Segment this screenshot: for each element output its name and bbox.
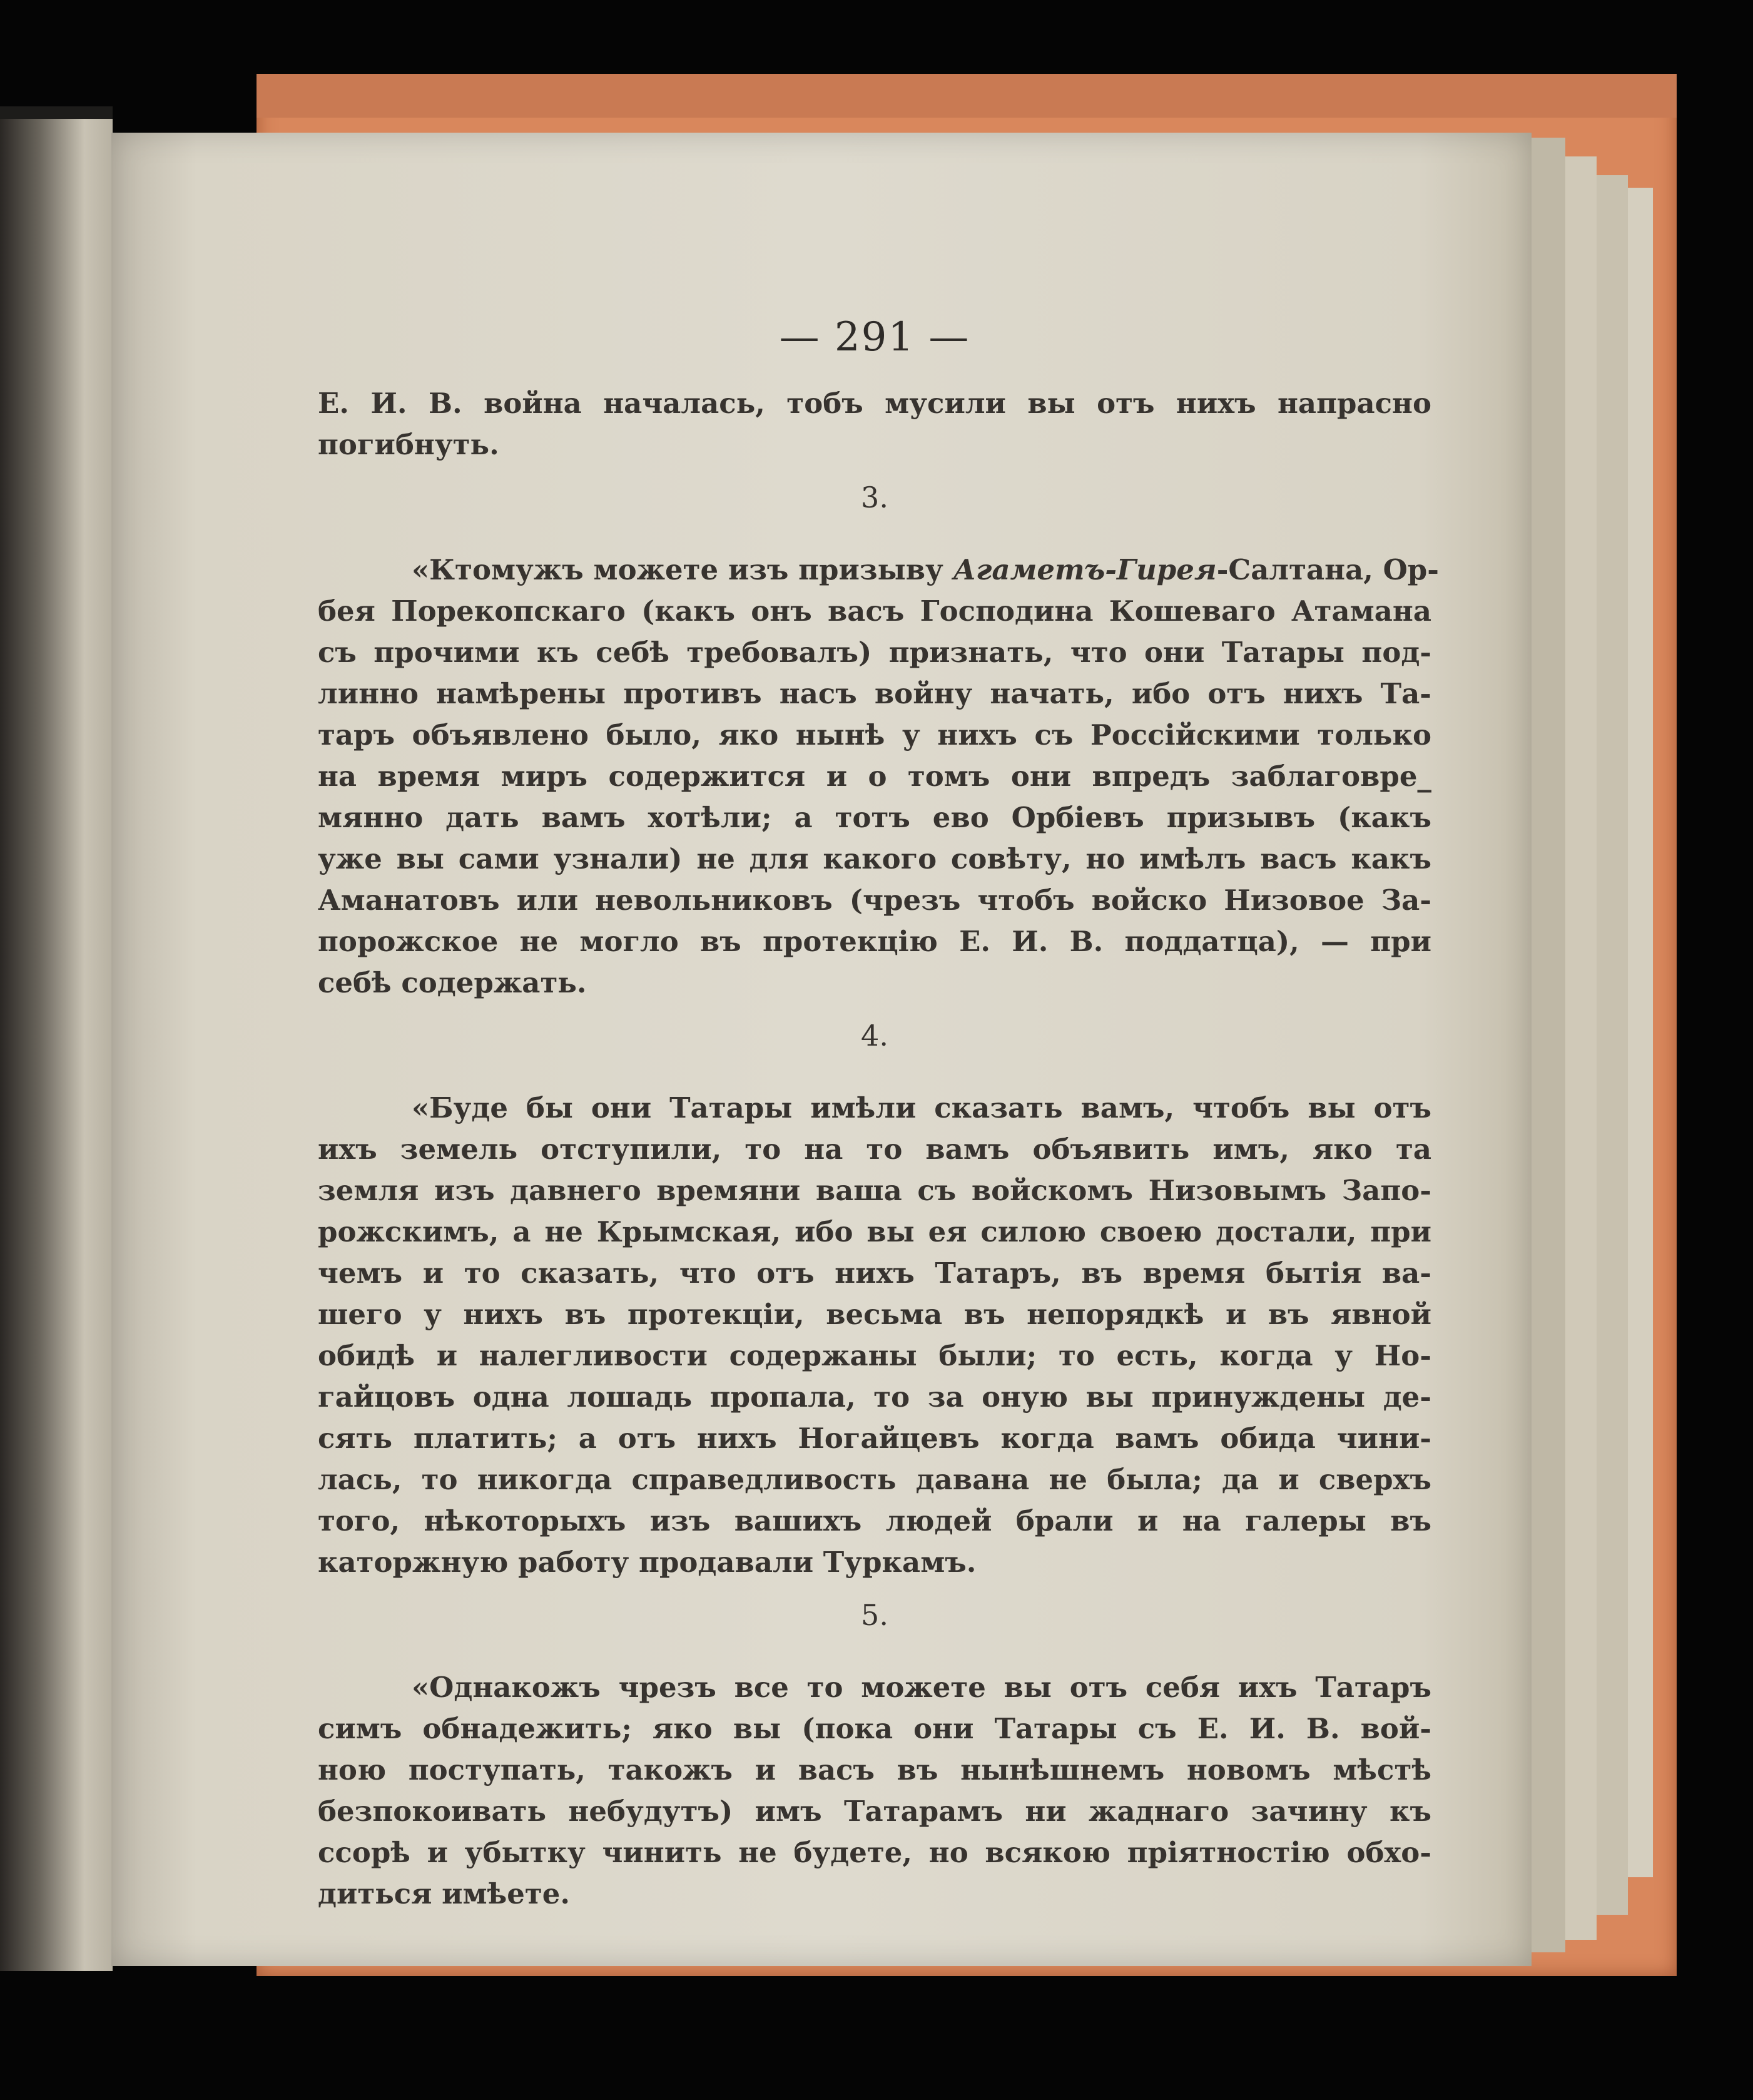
- text-line: уже вы сами узнали) не для какого совѣту, но имѣлъ васъ какъ: [318, 842, 1431, 875]
- section-number: 3.: [861, 481, 888, 514]
- text-line: «Однакожъ чрезъ все то можете вы отъ себя ихъ Татаръ: [412, 1671, 1431, 1704]
- intro-paragraph: [318, 383, 1431, 466]
- italic-name: Агаметъ-Гирея: [953, 553, 1217, 586]
- text-line: линно намѣрены противъ насъ войну начать, ибо отъ нихъ Та-: [318, 677, 1431, 710]
- book-page: [111, 133, 1532, 1966]
- text-line: шего у нихъ въ протекціи, весьма въ непорядкѣ и въ явной: [318, 1298, 1431, 1331]
- text-line: порожское не могло въ протекцію Е. И. В. поддатца), — при: [318, 925, 1431, 958]
- text-line: погибнуть.: [318, 428, 499, 461]
- text-line: таръ объявлено было, яко нынѣ у нихъ съ Россійскими только: [318, 718, 1431, 752]
- text-line: ною поступать, такожъ и васъ въ нынѣшнемъ новомъ мѣстѣ: [318, 1753, 1431, 1787]
- text-line: себѣ содержать.: [318, 966, 587, 999]
- text-line: симъ обнадежить; яко вы (пока они Татары съ Е. И. В. вой-: [318, 1712, 1431, 1745]
- text-line: ссорѣ и убытку чинить не будете, но всякою пріятностію обхо-: [318, 1836, 1431, 1869]
- text-line: рожскимъ, а не Крымская, ибо вы ея силою своею достали, при: [318, 1215, 1431, 1248]
- text-line: на время миръ содержится и о томъ они впредъ заблаговре_: [318, 760, 1431, 793]
- left-facing-page: [0, 119, 113, 1971]
- text-line: земля изъ давнего времяни ваша съ войскомъ Низовымъ Запо-: [318, 1174, 1431, 1207]
- text-line: сять платить; а отъ нихъ Ногайцевъ когда вамъ обида чини-: [318, 1422, 1431, 1455]
- page-edge: [1527, 138, 1565, 1952]
- text-line: ихъ земель отступили, то на то вамъ объявить имъ, яко та: [318, 1133, 1431, 1166]
- text-line: чемъ и то сказать, что отъ нихъ Татаръ, въ время бытія ва-: [318, 1256, 1431, 1290]
- back-cover-top-edge: [257, 74, 1677, 118]
- text-line: безпокоивать небудутъ) имъ Татарамъ ни жаднаго зачину къ: [318, 1795, 1431, 1828]
- text-line: того, нѣкоторыхъ изъ вашихъ людей брали и на галеры въ: [318, 1504, 1431, 1537]
- text-line: бея Порекопскаго (какъ онъ васъ Господина Кошеваго Атамана: [318, 594, 1431, 628]
- page-number: — 291 —: [779, 314, 970, 360]
- text-line: [318, 549, 1439, 591]
- text-line: мянно дать вамъ хотѣли; а тотъ ево Орбіевъ призывъ (какъ: [318, 801, 1431, 834]
- text-fragment: «Ктомужъ можете изъ призыву: [412, 553, 953, 586]
- page-text: [318, 383, 1439, 1926]
- text-line: Е. И. В. война началась, тобъ мусили вы отъ нихъ напрасно: [318, 387, 1431, 420]
- section-number: 4.: [861, 1019, 888, 1053]
- text-line: лась, то никогда справедливость давана не была; да и сверхъ: [318, 1463, 1431, 1496]
- text-line: съ прочими къ себѣ требовалъ) признать, что они Татары под-: [318, 636, 1431, 669]
- text-line: Аманатовъ или невольниковъ (чрезъ чтобъ войско Низовое За-: [318, 884, 1431, 917]
- text-line: диться имѣете.: [318, 1877, 571, 1910]
- section-number: 5.: [861, 1598, 888, 1632]
- section-paragraph: [318, 1088, 1431, 1583]
- text-line: каторжную работу продавали Туркамъ.: [318, 1546, 977, 1579]
- text-line: «Буде бы они Татары имѣли сказать вамъ, чтобъ вы отъ: [412, 1091, 1431, 1124]
- section-paragraph: [318, 1667, 1431, 1915]
- text-fragment: -Салтана, Ор-: [1216, 553, 1439, 586]
- text-line: гайцовъ одна лошадь пропала, то за оную вы принуждены де-: [318, 1380, 1431, 1414]
- section-paragraph: [318, 549, 1439, 1004]
- text-line: обидѣ и налегливости содержаны были; то есть, когда у Но-: [318, 1339, 1431, 1372]
